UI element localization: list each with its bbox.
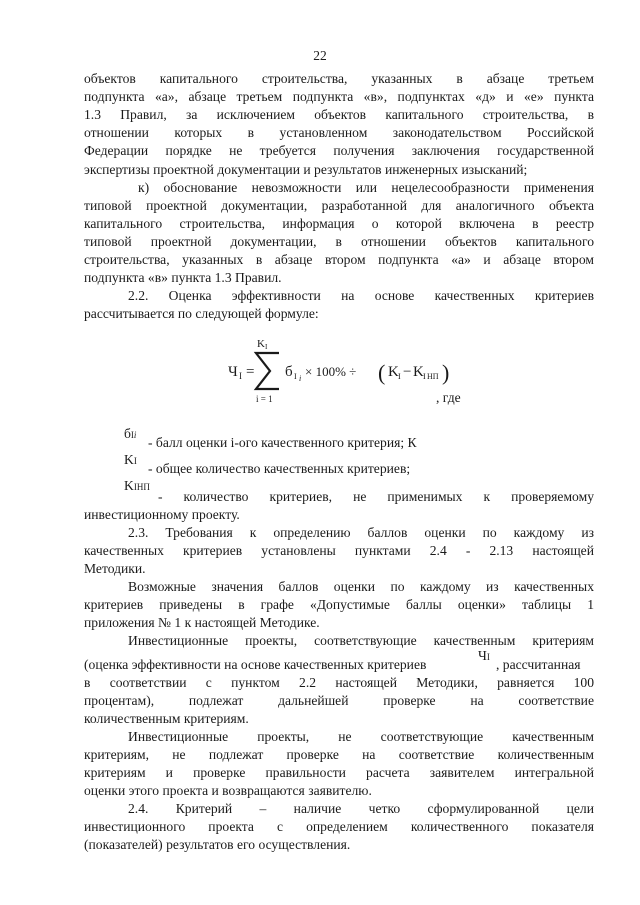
text-line: критериям, не подлежат проверке на соответствие количественным [84,747,594,762]
formula-term-b-sub: I [294,372,297,381]
text-line: Инвестиционные проекты, соответствующие качественным критериям [128,633,594,648]
text-line: Инвестиционные проекты, не соответствующие качественным [128,729,594,744]
legend-text: инвестиционному проекту. [84,507,240,522]
formula-where: , где [436,390,461,405]
formula-paren-close: ) [442,360,450,385]
formula-lhs: Ч [228,364,238,380]
text-line: подпункта «а», абзаце третьем подпункта «в», подпунктах «д» и «е» пункта [84,89,594,104]
formula-lhs-sub: I [239,371,242,381]
text-line: 2.4. Критерий – наличие четко сформулированной цели [128,801,594,816]
legend-text: - общее количество качественных критериев; [148,461,411,476]
text-line: оценки этого проекта и возвращаются заявителю. [84,783,372,798]
text-line: инвестиционного проекта с определением количественного показателя [84,819,594,834]
text-line: процентам), подлежат дальнейшей проверке на соответствие [84,693,594,708]
text-line: 1.3 Правил, за исключением объектов капитального строительства, в [84,107,594,122]
legend-symbol-k: KI [124,452,137,467]
sum-upper: K [257,338,265,350]
formula-term-b: б [285,364,293,380]
text-line: к) обоснование невозможности или нецелесообразности применения [138,180,594,195]
text-line: подпункта «в» пункта 1.3 Правил. [84,270,282,285]
page-number: 22 [313,48,327,63]
sum-upper-sub: I [265,343,268,351]
formula-equals: = [246,364,255,380]
inline-symbol: ЧI [478,648,490,663]
formula-times-percent: × 100% ÷ [305,364,357,379]
text-line: строительства, указанных в абзаце втором подпункта «а» и абзаце втором [84,252,594,267]
text-line: количественным критериям. [84,711,249,726]
text-line: , рассчитанная [496,657,581,672]
formula-k-np-subsub: НП [427,372,439,381]
formula-minus: − [403,364,412,380]
text-line: типовой проектной документации, разработанной для аналогичного объекта [84,198,594,213]
text-line: рассчитывается по следующей формуле: [84,306,319,321]
text-line: критериям и проверке правильности расчета заявителем интегральной [84,765,594,780]
text-line: капитального строительства, информация о которой включена в реестр [84,216,594,231]
text-line: экспертизы проектной документации и результатов инженерных изысканий; [84,162,528,177]
formula-k-np-sub: I [423,372,426,381]
formula-k-total: K [388,364,399,380]
text-line: критериев приведены в графе «Допустимые баллы оценки» таблицы 1 [84,597,594,612]
formula-k-total-sub: I [398,372,401,381]
sigma-icon [256,353,279,389]
formula-k-np: K [413,364,424,380]
formula-term-b-subsub: i [299,374,302,383]
legend-symbol-knp: KIНП [124,478,150,493]
formula-paren-open: ( [378,360,386,385]
text-line: 2.3. Требования к определению баллов оценки по каждому из [128,525,594,540]
text-line: Федерации порядке не требуется получения заключения государственной [84,143,594,158]
text-line: отношении которых в установленном законодательством Российской [84,125,594,140]
legend-symbol-b: бIi [124,426,137,441]
text-line: в соответствии с пунктом 2.2 настоящей Методики, равняется 100 [84,675,594,690]
text-line: объектов капитального строительства, указанных в абзаце третьем [84,71,594,86]
text-line: качественных критериев установлены пунктами 2.4 - 2.13 настоящей [84,543,594,558]
text-line: типовой проектной документации, в отношении объектов капитального [84,234,594,249]
text-line: (показателей) результатов его осуществления. [84,837,351,852]
text-line: приложения № 1 к настоящей Методике. [84,615,320,630]
legend-text: - количество критериев, не применимых к проверяемому [158,489,594,504]
text-line: Методики. [84,561,146,576]
text-line: 2.2. Оценка эффективности на основе качественных критериев [128,288,594,303]
text-line: Возможные значения баллов оценки по каждому из качественных [128,579,594,594]
sum-lower: i = 1 [256,394,273,404]
legend-text: - балл оценки i-ого качественного критерия; К [148,435,417,450]
text-line: (оценка эффективности на основе качественных критериев [84,657,427,672]
